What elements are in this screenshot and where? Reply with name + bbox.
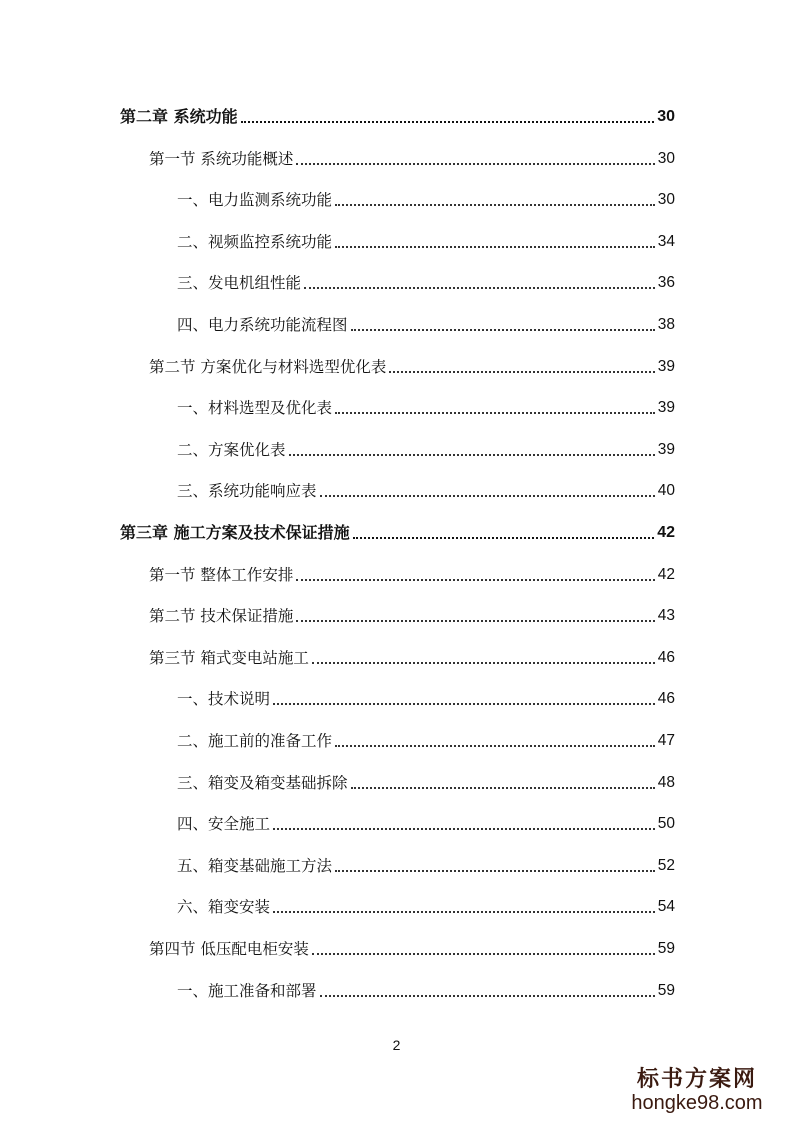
toc-dot-leader [351,329,655,331]
watermark-url-text: hongke98.com [631,1092,763,1114]
toc-entry[interactable] [120,519,675,543]
toc-entry[interactable] [177,186,675,210]
watermark-cn-text: 标书方案网 [636,1066,757,1092]
toc-entry-page: 36 [657,274,675,291]
toc-entry-page: 38 [657,316,675,333]
toc-entry[interactable] [149,353,675,377]
toc-entry-page: 42 [657,524,675,541]
toc-entry-title: 一、材料选型及优化表 [177,399,333,417]
toc-entry-title: 四、电力系统功能流程图 [177,316,348,334]
toc-dot-leader [335,246,655,248]
toc-entry-title: 二、方案优化表 [177,441,286,459]
toc-entry[interactable] [177,311,675,335]
toc-entry[interactable] [177,228,675,252]
toc-entry-title: 一、技术说明 [177,690,271,708]
page-number: 2 [392,1037,401,1053]
toc-entry-page: 30 [657,108,675,125]
toc-entry[interactable] [177,685,675,709]
toc-dot-leader [320,495,655,497]
toc-entry-page: 34 [657,233,675,250]
toc-entry-title: 三、发电机组性能 [177,274,302,292]
toc-entry-title: 五、箱变基础施工方法 [177,857,333,875]
toc-entry-title: 第二节 方案优化与材料选型优化表 [149,358,387,376]
toc-entry-title: 三、系统功能响应表 [177,482,317,500]
toc-dot-leader [353,537,655,539]
toc-entry-page: 30 [657,191,675,208]
toc-entry-title: 二、施工前的准备工作 [177,732,333,750]
toc-entry[interactable] [120,103,675,127]
toc-dot-leader [389,371,654,373]
toc-entry[interactable] [177,727,675,751]
toc-entry-page: 39 [657,441,675,458]
toc-dot-leader [241,121,655,123]
toc-dot-leader [273,828,655,830]
toc-entry-title: 六、箱变安装 [177,898,271,916]
toc-entry-title: 三、箱变及箱变基础拆除 [177,774,348,792]
toc-entry-page: 39 [657,358,675,375]
toc-entry[interactable] [177,769,675,793]
toc-dot-leader [289,454,655,456]
toc-entry-page: 46 [657,649,675,666]
toc-entry-title: 第一节 整体工作安排 [149,566,294,584]
watermark-logo [617,1066,777,1114]
toc-entry-page: 52 [657,857,675,874]
toc-entry[interactable] [149,602,675,626]
toc-entry-page: 39 [657,399,675,416]
toc-entry[interactable] [149,935,675,959]
toc-entry-page: 43 [657,607,675,624]
toc-entry-title: 第二节 技术保证措施 [149,607,294,625]
toc-dot-leader [335,204,655,206]
toc-entry-page: 30 [657,150,675,167]
toc-dot-leader [304,287,655,289]
toc-dot-leader [312,953,655,955]
toc-dot-leader [335,870,655,872]
toc-entry-title: 第二章 系统功能 [120,107,238,126]
toc-entry-title: 第四节 低压配电柜安装 [149,940,309,958]
toc-entry-title: 第一节 系统功能概述 [149,150,294,168]
toc-dot-leader [335,412,655,414]
toc-entry-page: 47 [657,732,675,749]
toc-dot-leader [296,620,654,622]
toc-entry-page: 48 [657,774,675,791]
toc-entry[interactable] [177,852,675,876]
toc-entry-page: 54 [657,898,675,915]
toc-entry-page: 40 [657,482,675,499]
toc-dot-leader [273,911,655,913]
toc-entry[interactable] [177,893,675,917]
toc-dot-leader [351,787,655,789]
toc-entry-page: 46 [657,690,675,707]
toc-entry-page: 59 [657,982,675,999]
toc-entry-title: 四、安全施工 [177,815,271,833]
toc-entry[interactable] [177,977,675,1001]
toc-dot-leader [296,579,654,581]
toc-entry-page: 50 [657,815,675,832]
toc-entry-title: 第三章 施工方案及技术保证措施 [120,523,350,542]
toc-entry-title: 一、施工准备和部署 [177,982,317,1000]
toc-dot-leader [312,662,655,664]
toc-entry-title: 第三节 箱式变电站施工 [149,649,309,667]
toc-entry[interactable] [149,644,675,668]
toc-dot-leader [335,745,655,747]
toc-entry[interactable] [149,561,675,585]
toc-dot-leader [296,163,654,165]
toc-entry-page: 42 [657,566,675,583]
toc-dot-leader [320,995,655,997]
toc-entry-title: 一、电力监测系统功能 [177,191,333,209]
toc-entry-title: 二、视频监控系统功能 [177,233,333,251]
toc-entry-page: 59 [657,940,675,957]
toc-entry[interactable] [177,394,675,418]
toc-entry[interactable] [149,145,675,169]
toc-entry[interactable] [177,269,675,293]
toc-entry[interactable] [177,436,675,460]
toc-entry[interactable] [177,477,675,501]
toc-entry[interactable] [177,810,675,834]
toc-dot-leader [273,703,655,705]
